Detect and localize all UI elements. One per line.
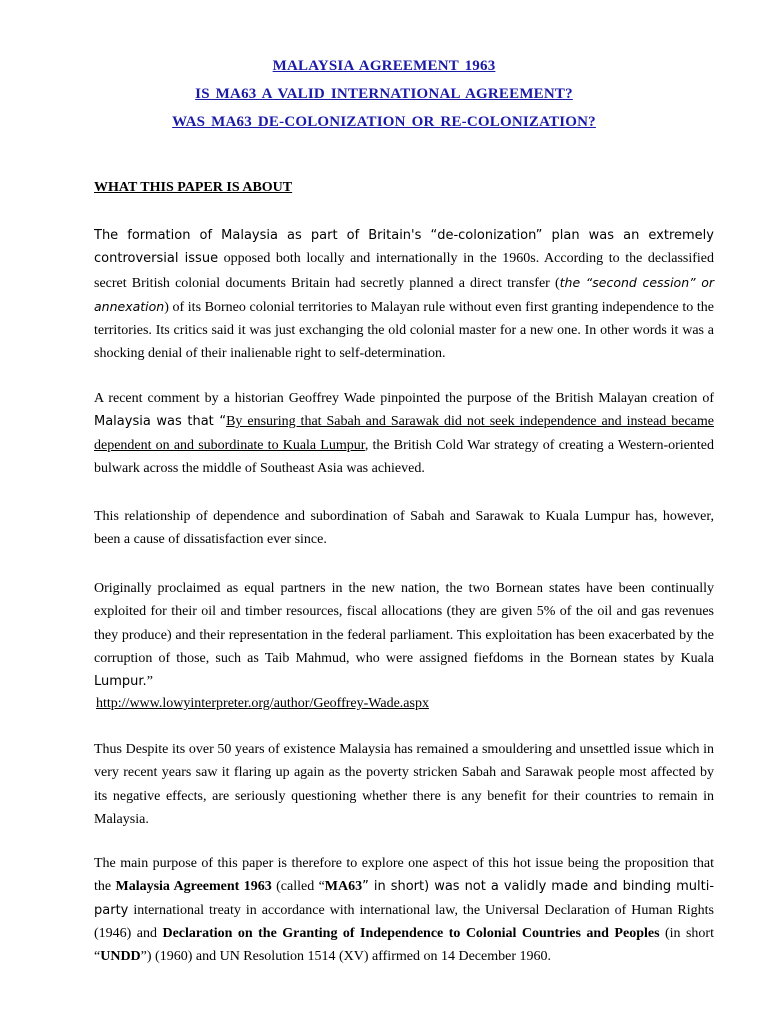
title-line-2: IS MA63 A VALID INTERNATIONAL AGREEMENT? xyxy=(195,86,573,102)
quoted-comment: By ensuring that Sabah and Sarawak did not seek independence and instead became dependent on and subordinate to Kuala Lumpur xyxy=(94,414,714,453)
paragraph-6: The main purpose of this paper is therefore to explore one aspect of this hot issue being the proposition that the Malaysia Agreement 1963 (called “MA63” in short) was not a validly made and binding multi-party international treaty in accordance with international law, the Universal Declaration of Human Rights (1946) and Declaration on the Granting of Independence to Colonial Countries and Peoples (in short “UNDD”) (1960) and UN Resolution 1514 (XV) affirmed on 14 December 1960. xyxy=(94,856,715,965)
title-line-3: WAS MA63 DE-COLONIZATION OR RE-COLONIZATION? xyxy=(172,114,596,130)
paragraph-4: Originally proclaimed as equal partners in the new nation, the two Bornean states have been continually exploited for their oil and timber resources, fiscal allocations (they are given 5% of the oil and gas revenues they produce) and their representation in the federal parliament. This exploitation has been exacerbated by the corruption of those, such as Taib Mahmud, who were assigned fiefdoms in the Bornean states by Kuala Lumpur.” xyxy=(94,581,714,690)
paragraph-5: Thus Despite its over 50 years of existence Malaysia has remained a smouldering and unsettled issue which in very recent years saw it flaring up again as the poverty stricken Sabah and Sarawak people most affected by its negative effects, are seriously questioning whether there is any benefit for their countries to remain in Malaysia. xyxy=(94,742,714,827)
paragraph-3: This relationship of dependence and subordination of Sabah and Sarawak to Kuala Lumpur has, however, been a cause of dissatisfaction ever since. xyxy=(94,509,714,548)
title-line-1: MALAYSIA AGREEMENT 1963 xyxy=(272,58,496,74)
section-heading: WHAT THIS PAPER IS ABOUT xyxy=(94,180,293,195)
paragraph-1: The formation of Malaysia as part of Britain's “de-colonization” plan was an extremely controversial issue opposed both locally and internationally in the 1960s. According to the declassified secret British colonial documents Britain had secretly planned a direct transfer (the “second cession” or annexation) of its Borneo colonial territories to Malayan rule without even first granting independence to the territories. Its critics said it was just exchanging the old colonial master for a new one. In other words it was a shocking denial of their inalienable right to self-determination. xyxy=(94,228,715,362)
paragraph-2: A recent comment by a historian Geoffrey Wade pinpointed the purpose of the British Malayan creation of Malaysia was that “By ensuring that Sabah and Sarawak did not seek independence and instead became dependent on and subordinate to Kuala Lumpur, the British Cold War strategy of creating a Western-oriented bulwark across the middle of Southeast Asia was achieved. xyxy=(94,391,714,476)
source-link[interactable]: http://www.lowyinterpreter.org/author/Geoffrey-Wade.aspx xyxy=(96,696,429,711)
